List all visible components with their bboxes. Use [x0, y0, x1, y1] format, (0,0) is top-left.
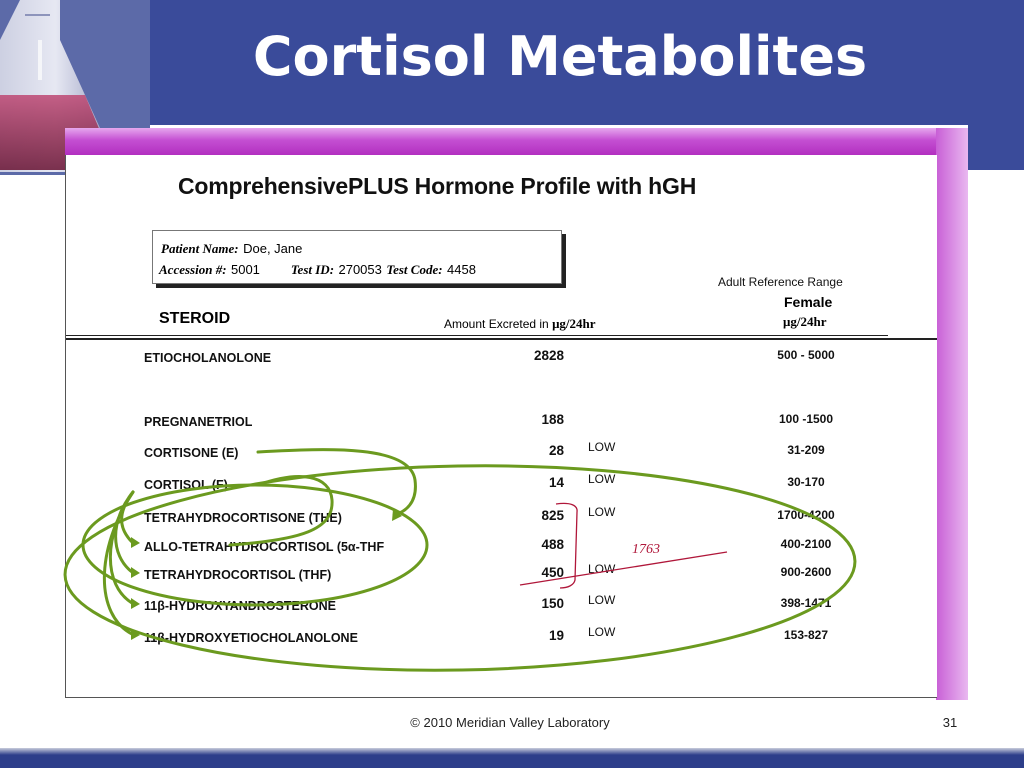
amount-label: Amount Excreted in [444, 317, 549, 331]
steroid-range: 398-1471 [780, 596, 832, 610]
right-accent-band [968, 125, 1024, 170]
steroid-value: 28 [548, 443, 564, 458]
table-row [66, 625, 937, 653]
table-row [66, 505, 937, 533]
steroid-value: 150 [541, 596, 564, 611]
test-id-label: Test ID: [290, 262, 335, 277]
page-number: 31 [942, 715, 958, 730]
steroid-name: CORTISONE (E) [144, 446, 239, 460]
table-row [66, 562, 937, 590]
patient-name-label: Patient Name: [161, 241, 239, 256]
slide-title: Cortisol Metabolites [252, 25, 868, 88]
steroid-range: 1700-4200 [777, 508, 835, 522]
steroid-name: ALLO-TETRAHYDROCORTISOL (5α-THF [144, 540, 385, 554]
steroid-range: 900-2600 [780, 565, 832, 579]
reference-sex: Female [784, 294, 833, 310]
test-code-value: 4458 [447, 262, 476, 277]
steroid-value: 19 [548, 628, 564, 643]
table-row [66, 348, 937, 373]
steroid-range: 400-2100 [780, 537, 832, 551]
steroid-value: 450 [541, 565, 564, 580]
steroid-value: 488 [541, 537, 564, 552]
table-row [66, 412, 937, 437]
steroid-flag: LOW [588, 440, 616, 454]
patient-info-box [152, 230, 562, 284]
table-row [66, 593, 937, 621]
handwritten-sum: 1763 [632, 542, 660, 557]
steroid-range: 31-209 [787, 443, 825, 457]
section-label: STEROID [159, 310, 231, 327]
table-row [66, 472, 937, 500]
table-row [66, 537, 937, 562]
header-divider [66, 335, 888, 336]
steroid-name: 11β-HYDROXYANDROSTERONE [144, 599, 336, 613]
steroid-name: 11β-HYDROXYETIOCHOLANOLONE [144, 631, 358, 645]
report-title: ComprehensivePLUS Hormone Profile with hGH [178, 173, 697, 199]
steroid-flag: LOW [588, 562, 616, 576]
header-divider-thick [66, 338, 937, 340]
lab-report [65, 155, 937, 698]
steroid-flag: LOW [588, 472, 616, 486]
steroid-name: TETRAHYDROCORTISOL (THF) [144, 568, 332, 582]
purple-frame-top [65, 128, 968, 155]
bottom-bar [0, 748, 1024, 768]
patient-name-value: Doe, Jane [243, 241, 303, 256]
footer-copyright: © 2010 Meridian Valley Laboratory [410, 715, 610, 730]
steroid-range: 500 - 5000 [777, 348, 835, 362]
steroid-value: 14 [548, 475, 564, 490]
accession-label: Accession #: [159, 262, 227, 277]
steroid-range: 153-827 [783, 628, 829, 642]
amount-unit: μg/24hr [552, 316, 596, 331]
steroid-range: 100 -1500 [778, 412, 834, 426]
steroid-range: 30-170 [787, 475, 825, 489]
reference-range-caption: Adult Reference Range [718, 275, 843, 289]
steroid-value: 188 [541, 412, 564, 427]
accession-value: 5001 [230, 262, 260, 277]
steroid-value: 825 [541, 508, 564, 523]
steroid-flag: LOW [588, 625, 616, 639]
steroid-name: TETRAHYDROCORTISONE (THE) [144, 511, 342, 525]
steroid-value: 2828 [533, 348, 564, 363]
amount-header [444, 316, 596, 332]
table-row [66, 440, 937, 468]
test-id-value: 270053 [338, 262, 382, 277]
steroid-name: ETIOCHOLANOLONE [144, 351, 272, 365]
steroid-name: PREGNANETRIOL [144, 415, 253, 429]
purple-frame-side [936, 128, 968, 700]
reference-unit: μg/24hr [783, 314, 827, 329]
steroid-name: CORTISOL (F) [144, 478, 228, 492]
test-code-label: Test Code: [386, 262, 443, 277]
steroid-flag: LOW [588, 593, 616, 607]
steroid-flag: LOW [588, 505, 616, 519]
